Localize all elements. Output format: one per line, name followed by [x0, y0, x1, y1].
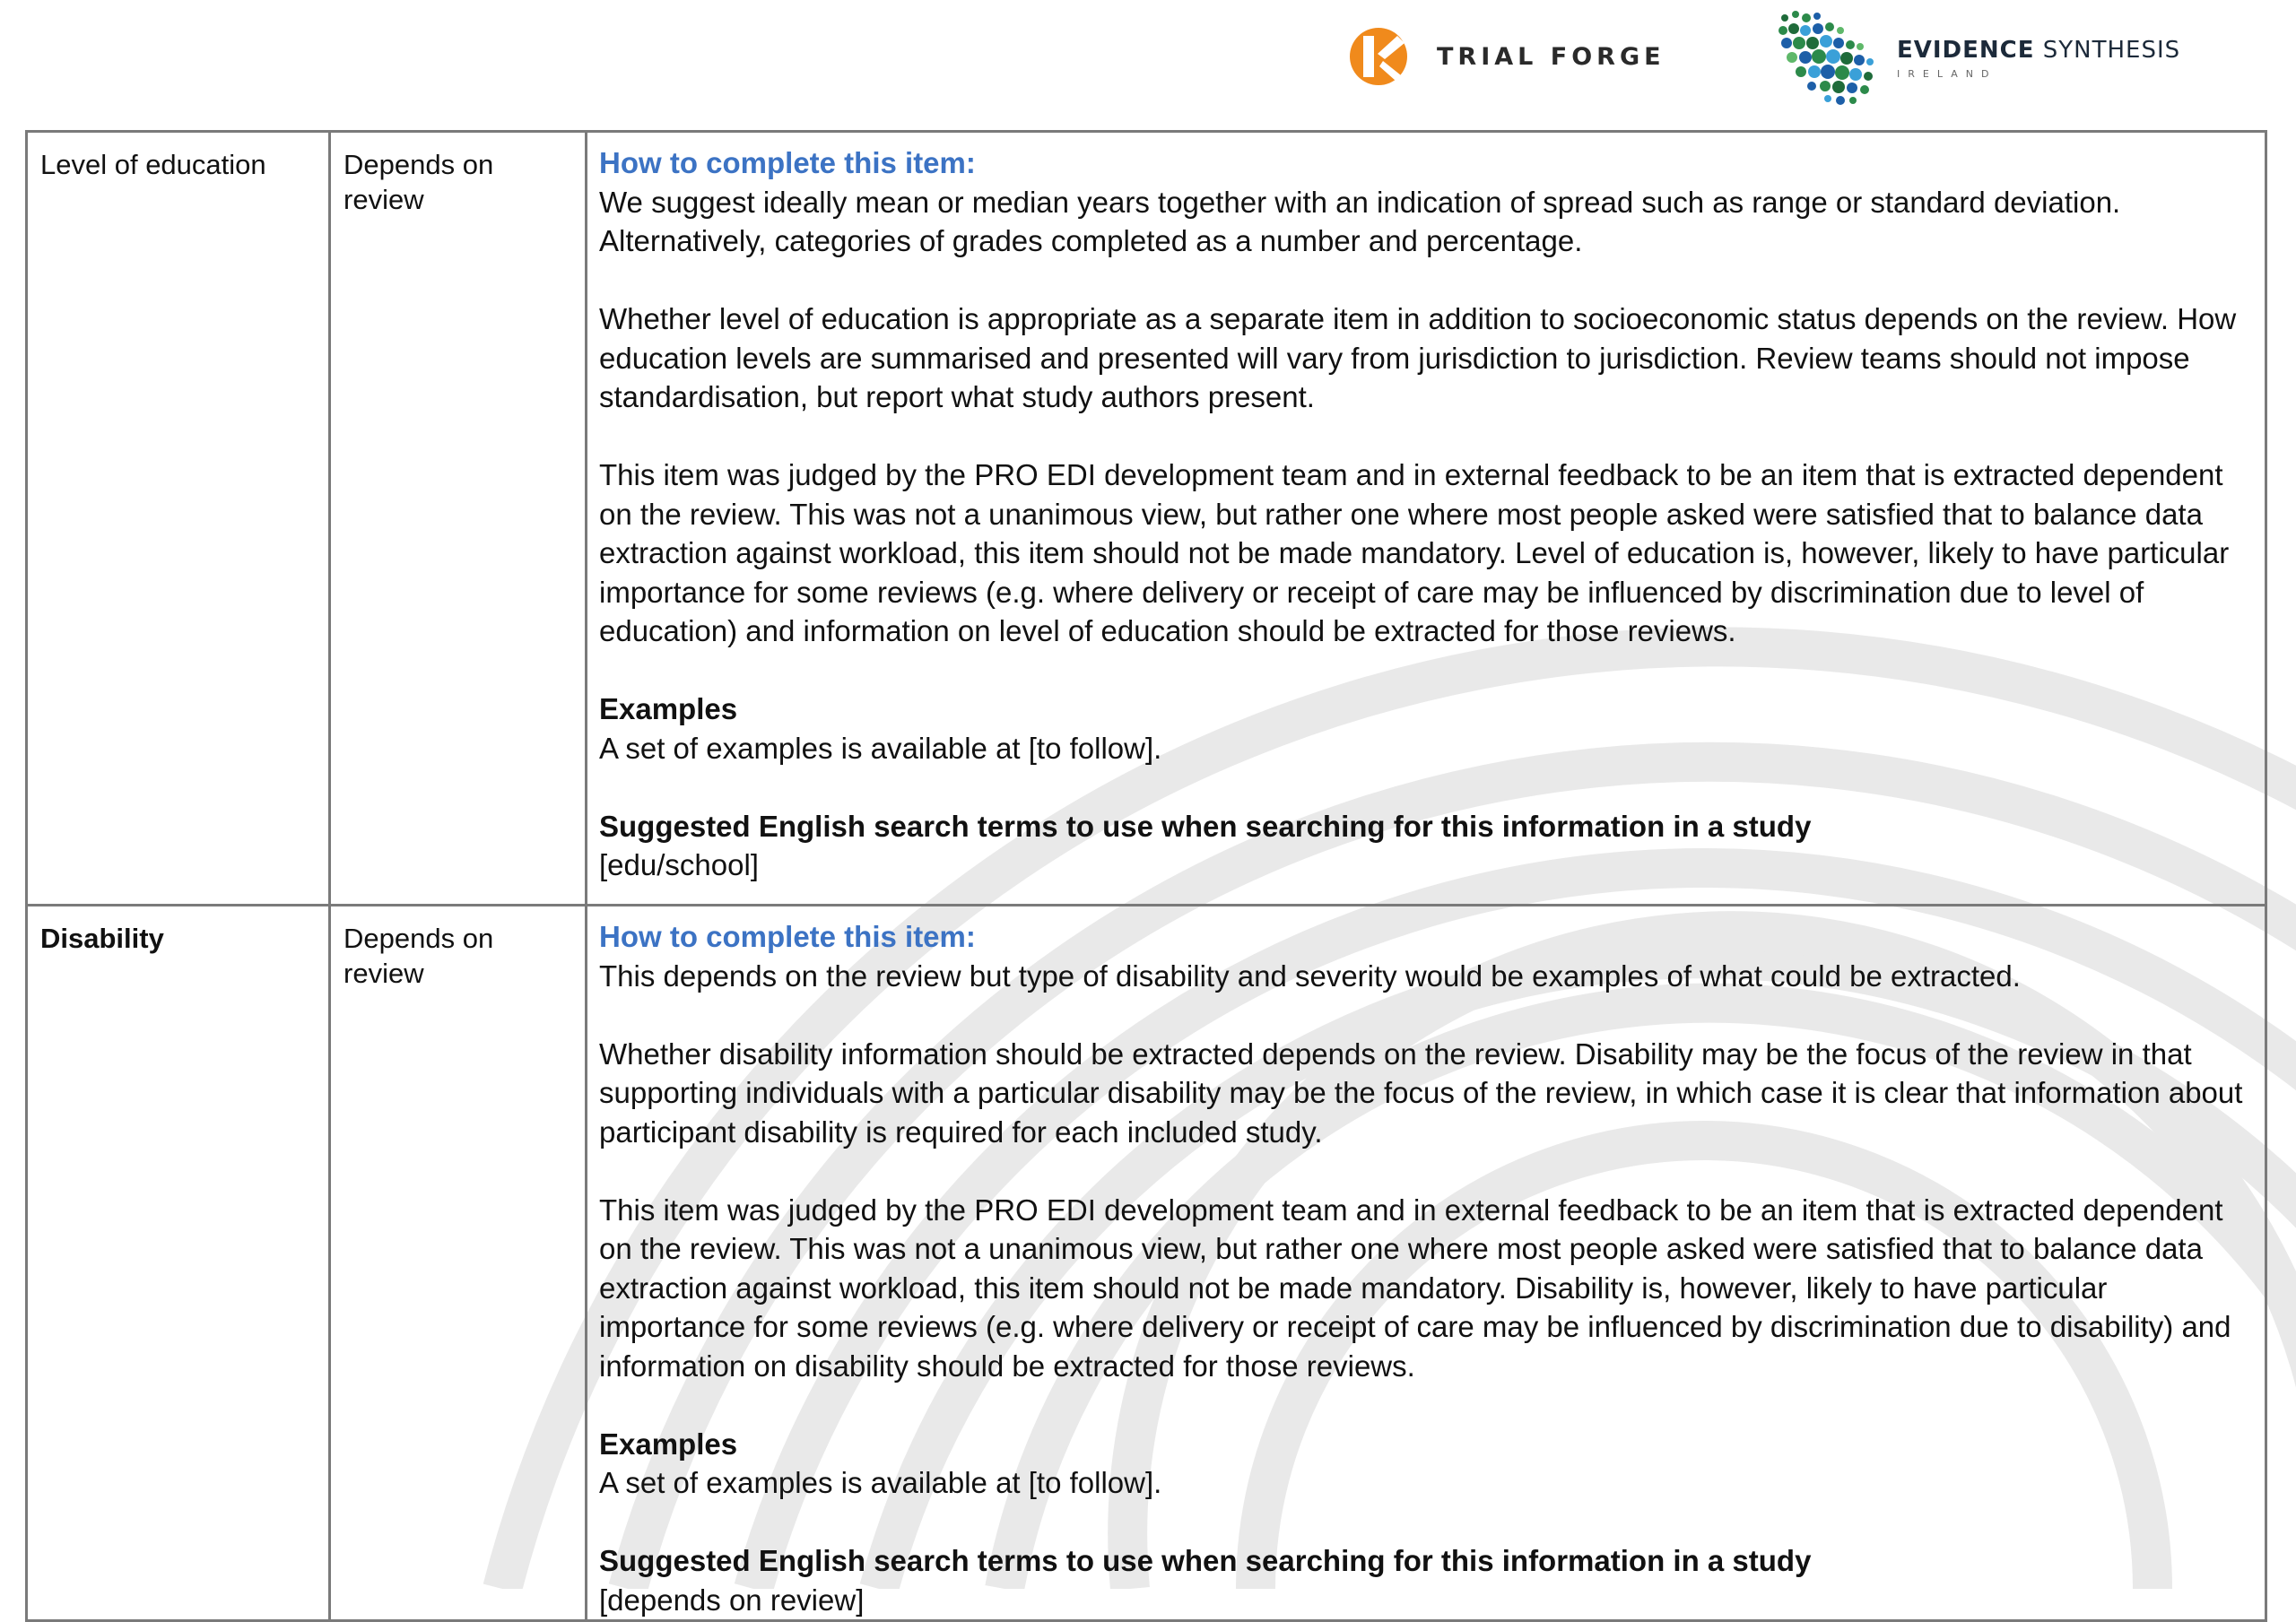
- status-cell: Depends on review: [330, 132, 587, 906]
- guidance-paragraph: Whether disability information should be extracted depends on the review. Disability may be the focus of the review in that supporting individuals with a particular disability may be the focus of the review, in which case it is clear that information about participant disability is required for each included study.: [599, 1037, 2243, 1149]
- search-terms-heading: Suggested English search terms to use when searching for this information in a study: [599, 1544, 1812, 1577]
- examples-text: A set of examples is available at [to follow].: [599, 731, 1162, 765]
- guidance-paragraph: Whether level of education is appropriate as a separate item in addition to socioeconomic status depends on the review. How education levels are summarised and presented will vary from jurisdiction to jurisdiction. Review teams should not impose standardisation, but report what study authors present.: [599, 302, 2237, 413]
- item-cell: Disability: [27, 906, 330, 1621]
- search-terms-text: [edu/school]: [599, 848, 759, 881]
- trial-forge-label: TRIAL FORGE: [1437, 42, 1665, 71]
- guidance-cell: [587, 132, 2266, 906]
- search-terms-text: [depends on review]: [599, 1583, 865, 1617]
- item-cell: Level of education: [27, 132, 330, 906]
- guidance-paragraph: This depends on the review but type of disability and severity would be examples of what could be extracted.: [599, 958, 2021, 993]
- dots-globe-icon: [1776, 7, 1888, 110]
- examples-heading: Examples: [599, 1427, 738, 1461]
- search-terms-heading: Suggested English search terms to use when searching for this information in a study: [599, 809, 1812, 843]
- guidance-paragraph: This item was judged by the PRO EDI development team and in external feedback to be an item that is extracted dependent on the review. This was not a unanimous view, but rather one where most people asked were satisfied that to balance data extraction against workload, this item should not be made mandatory. Level of education is, however, likely to have particular importance for some reviews (e.g. where delivery or receipt of care may be influenced by discrimination due to level of education) and information on level of education should be extracted for those reviews.: [599, 458, 2230, 647]
- trial-forge-logo: [1345, 23, 1665, 90]
- how-to-heading: How to complete this item:: [599, 146, 976, 179]
- evidence-synthesis-ireland-logo: [1776, 7, 2180, 110]
- guidance-paragraph: This item was judged by the PRO EDI development team and in external feedback to be an item that is extracted dependent on the review. This was not a unanimous view, but rather one where most people asked were satisfied that to balance data extraction against workload, this item should not be made mandatory. Disability is, however, likely to have particular importance for some reviews (e.g. where delivery or receipt of care may be influenced by discrimination due to disability) and information on disability should be extracted for those reviews.: [599, 1193, 2231, 1383]
- guidance-paragraph: We suggest ideally mean or median years together with an indication of spread such as range or standard deviation. Alternatively, categories of grades completed as a number and percentage.: [599, 185, 2121, 257]
- table-row-level-of-education: [27, 132, 2266, 906]
- examples-text: A set of examples is available at [to follow].: [599, 1466, 1162, 1499]
- header: [0, 0, 2296, 126]
- examples-heading: Examples: [599, 692, 738, 725]
- trial-forge-icon: [1345, 23, 1412, 90]
- guidance-table: [25, 130, 2267, 1622]
- esi-logo-subtitle: IRELAND: [1897, 68, 1997, 80]
- table-row-disability: [27, 906, 2266, 1621]
- esi-logo-title: EVIDENCE SYNTHESIS: [1897, 37, 2181, 64]
- guidance-cell: [587, 906, 2266, 1621]
- how-to-heading: How to complete this item:: [599, 920, 976, 953]
- status-cell: Depends on review: [330, 906, 587, 1621]
